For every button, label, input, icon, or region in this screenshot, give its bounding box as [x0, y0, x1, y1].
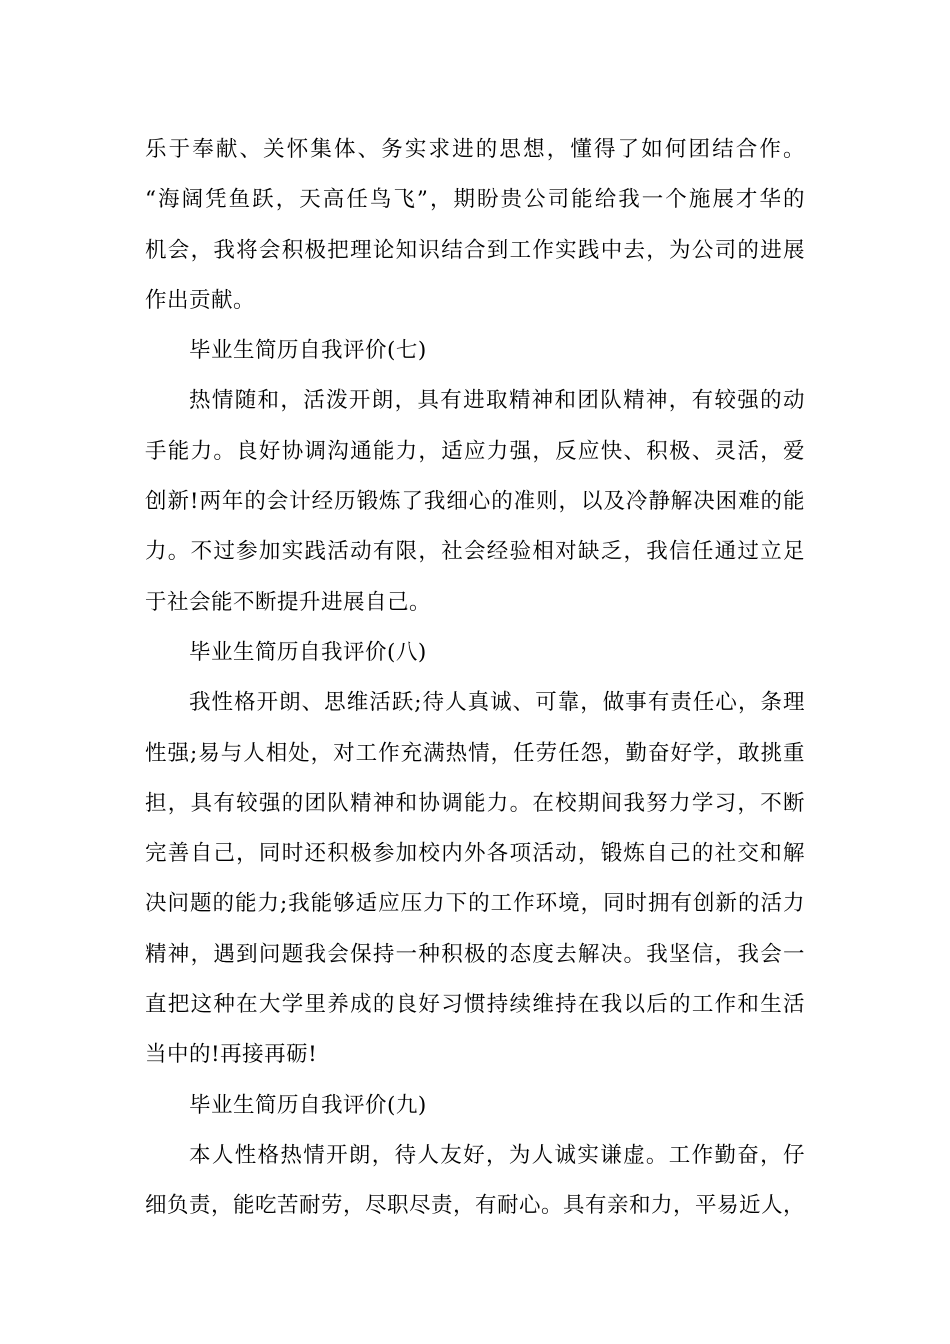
text-line: 于社会能不断提升进展自己。 — [145, 589, 432, 615]
text-line: 本人性格热情开朗，待人友好，为人诚实谦虚。工作勤奋，仔 — [189, 1142, 805, 1168]
document-body — [145, 125, 805, 1232]
text-line: 乐于奉献、关怀集体、务实求进的思想，懂得了如何团结合作。 — [145, 137, 805, 162]
text-line: 完善自己，同时还积极参加校内外各项活动，锻炼自己的社交和解 — [145, 841, 805, 867]
text-line: “海阔凭鱼跃，天高任鸟飞”，期盼贵公司能给我一个施展才华的 — [145, 187, 805, 213]
section-heading: 毕业生简历自我评价(七) — [189, 338, 427, 364]
text-line: 我性格开朗、思维活跃;待人真诚、可靠，做事有责任心，条理 — [189, 690, 805, 716]
text-line: 细负责，能吃苦耐劳，尽职尽责，有耐心。具有亲和力，平易近人， — [145, 1193, 806, 1219]
text-line: 当中的!再接再砺! — [145, 1042, 318, 1068]
text-line: 精神，遇到问题我会保持一种积极的态度去解决。我坚信，我会一 — [145, 941, 805, 967]
section-heading: 毕业生简历自我评价(八) — [189, 639, 427, 665]
text-line: 性强;易与人相处，对工作充满热情，任劳任怨，勤奋好学，敢挑重 — [145, 740, 805, 766]
text-line: 担，具有较强的团队精神和协调能力。在校期间我努力学习，不断 — [145, 790, 805, 816]
text-line: 手能力。良好协调沟通能力，适应力强，反应快、积极、灵活，爱 — [145, 438, 805, 464]
text-line: 创新!两年的会计经历锻炼了我细心的准则，以及冷静解决困难的能 — [145, 489, 805, 515]
text-line: 作出贡献。 — [145, 287, 256, 313]
section-heading: 毕业生简历自我评价(九) — [189, 1092, 427, 1118]
text-line: 直把这种在大学里养成的良好习惯持续维持在我以后的工作和生活 — [145, 992, 805, 1018]
text-line: 热情随和，活泼开朗，具有进取精神和团队精神，有较强的动 — [189, 388, 805, 414]
text-line: 决问题的能力;我能够适应压力下的工作环境，同时拥有创新的活力 — [145, 891, 805, 917]
text-line: 机会，我将会积极把理论知识结合到工作实践中去，为公司的进展 — [145, 237, 805, 263]
text-line: 力。不过参加实践活动有限，社会经验相对缺乏，我信任通过立足 — [145, 539, 805, 565]
